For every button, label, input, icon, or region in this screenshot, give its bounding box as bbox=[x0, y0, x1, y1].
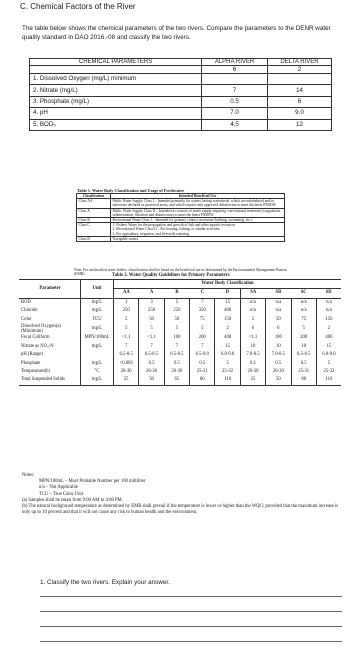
guideline-value: 0.5 bbox=[266, 360, 291, 368]
parameter-name bbox=[19, 360, 81, 368]
delta-value: 6 bbox=[267, 96, 331, 107]
guideline-value: 80 bbox=[190, 376, 215, 385]
guideline-value: 250 bbox=[114, 307, 139, 315]
guideline-value: 5 bbox=[240, 316, 265, 324]
guideline-value: n/a bbox=[266, 298, 291, 307]
note-line: n/a – Not Applicable bbox=[39, 485, 78, 491]
guideline-value: 0.1 bbox=[240, 360, 265, 368]
alpha-value bbox=[202, 74, 268, 85]
alpha-value: 0.5 bbox=[202, 96, 268, 107]
guideline-value: 50 bbox=[266, 316, 291, 324]
table-row bbox=[77, 208, 285, 217]
guideline-value: 250 bbox=[139, 307, 164, 315]
guideline-value: 15 bbox=[215, 343, 240, 351]
alpha-value: 7 bbox=[202, 85, 268, 96]
header-water-body-classification: Water Body Classification bbox=[114, 280, 342, 289]
guideline-value: 1 bbox=[114, 298, 139, 307]
table-row bbox=[19, 307, 341, 315]
guideline-value: 7 bbox=[139, 343, 164, 351]
unit-value: mg/L bbox=[81, 298, 114, 307]
guideline-value: 25-31 bbox=[291, 368, 316, 376]
guideline-value: 400 bbox=[316, 334, 341, 342]
guideline-value: 10 bbox=[291, 343, 316, 351]
guideline-value: 5 bbox=[190, 324, 215, 334]
parameter-sublabel: (Minimum) bbox=[21, 329, 43, 335]
guideline-value: 10 bbox=[266, 343, 291, 351]
delta-value: 9.0 bbox=[267, 108, 331, 119]
parameter-name bbox=[19, 324, 81, 334]
guideline-value: 250 bbox=[164, 307, 189, 315]
guideline-value: n/a bbox=[266, 307, 291, 315]
parameter-name: 3. Phosphate (mg/L) bbox=[30, 96, 202, 107]
guideline-value: 6.0-9.0 bbox=[215, 351, 240, 359]
guideline-value: 110 bbox=[316, 376, 341, 385]
table-row bbox=[19, 316, 341, 324]
header-parameters: CHEMICAL PARAMETERS bbox=[30, 59, 202, 66]
class-name: Class C bbox=[77, 223, 111, 237]
class-name: Class B bbox=[77, 218, 111, 223]
classification-table-caption: Table 1. Water Body Classification and Usage of Freshwater bbox=[77, 188, 185, 193]
table-row bbox=[30, 96, 332, 107]
unit-value: mg/L bbox=[81, 324, 114, 334]
table-row bbox=[19, 351, 341, 359]
guidelines-table bbox=[19, 279, 341, 386]
parameter-label: Dissolved Oxygen(a) bbox=[21, 324, 61, 330]
class-use: Public Water Supply Class I – Intended primarily for waters having watersheds, which are uninhabited and/or otherwise declared as protected areas, and which require only approved disinfection to meet the latest PNSDW bbox=[111, 199, 285, 208]
guideline-value: 2 bbox=[316, 324, 341, 334]
class-use: Recreational Water Class I – Intended for primary contact recreation (bathing, swimming, etc.) bbox=[111, 218, 285, 223]
delta-value: 12 bbox=[267, 119, 331, 130]
guideline-value: 5 bbox=[291, 324, 316, 334]
table-row bbox=[30, 119, 332, 130]
intro-text: The table below shows the chemical parameters of the two rivers. Compare the parameters to the DENR water quality standard in DAO 2016.-08 and classify the two rivers. bbox=[22, 25, 331, 42]
table-row bbox=[19, 343, 341, 351]
table-row bbox=[30, 74, 332, 85]
guideline-value: 100 bbox=[164, 334, 189, 342]
class-use: Public Water Supply Class II – Intended as sources of water supply requiring conventional treatment (coagulation, sedimentation, filtration and disinfection) to meet the latest PNSDW bbox=[111, 208, 285, 217]
guideline-value: 26-30 bbox=[164, 368, 189, 376]
answer-line[interactable] bbox=[40, 626, 342, 627]
guideline-value: 150 bbox=[215, 316, 240, 324]
class-use: Navigable waters bbox=[111, 236, 285, 241]
guideline-value: 200 bbox=[291, 334, 316, 342]
guideline-value: 400 bbox=[215, 334, 240, 342]
guideline-value: 26-30 bbox=[240, 368, 265, 376]
guideline-value: 15 bbox=[316, 343, 341, 351]
guideline-value: 5 bbox=[114, 316, 139, 324]
guideline-value: 6.5-8.5 bbox=[291, 351, 316, 359]
class-header: A bbox=[139, 289, 164, 298]
parameter-label: Nitrate as NO₃-N bbox=[21, 343, 54, 349]
rivers-parameter-table bbox=[29, 58, 332, 131]
delta-do-value: 2 bbox=[267, 66, 331, 74]
class-name: Class AA bbox=[77, 199, 111, 208]
guideline-value: 350 bbox=[190, 307, 215, 315]
guideline-value: 26-30 bbox=[114, 368, 139, 376]
guideline-value: 10 bbox=[240, 343, 265, 351]
guideline-value: <0.003 bbox=[114, 360, 139, 368]
parameter-label: Temperature(b) bbox=[21, 369, 51, 375]
parameter-name bbox=[19, 298, 81, 307]
unit-value: MPN/100mL bbox=[81, 334, 114, 342]
parameter-name bbox=[19, 307, 81, 315]
classification-note: Note: For unclassified water bodies, classification shall be based on the beneficial use as determined by the Environmental Management Bureau (EMB). bbox=[74, 268, 287, 277]
guideline-value: 6 bbox=[240, 324, 265, 334]
guideline-value: 150 bbox=[316, 316, 341, 324]
guideline-value: 75 bbox=[291, 316, 316, 324]
guideline-value: 5 bbox=[114, 324, 139, 334]
guideline-value: 5 bbox=[139, 324, 164, 334]
guideline-value: 80 bbox=[291, 376, 316, 385]
section-title: C. Chemical Factors of the River bbox=[20, 2, 136, 11]
guideline-value: n/a bbox=[316, 298, 341, 307]
guideline-value: 7 bbox=[190, 343, 215, 351]
guideline-value: 5 bbox=[215, 360, 240, 368]
question-text: 1. Classify the two rivers. Explain your answer. bbox=[40, 579, 170, 586]
class-header: C bbox=[190, 289, 215, 298]
guideline-value: 25 bbox=[240, 376, 265, 385]
table-row bbox=[19, 360, 341, 368]
parameter-name bbox=[19, 316, 81, 324]
guideline-value: 6 bbox=[266, 324, 291, 334]
class-header: D bbox=[215, 289, 240, 298]
guideline-value: n/a bbox=[291, 298, 316, 307]
table-row bbox=[77, 199, 285, 208]
parameter-name bbox=[19, 351, 81, 359]
table-row bbox=[19, 298, 341, 307]
parameter-name: 5. BOD₅ bbox=[30, 119, 202, 130]
guideline-value: 5 bbox=[316, 360, 341, 368]
header-classification: Classification bbox=[77, 194, 111, 199]
note-line: (a) Samples shall be taken from 9:00 AM to 4:00 PM. bbox=[22, 497, 123, 503]
parameter-name bbox=[19, 334, 81, 342]
unit-value: mg/L bbox=[81, 307, 114, 315]
unit-value: °C bbox=[81, 368, 114, 376]
guideline-value: 7.0-8.5 bbox=[240, 351, 265, 359]
guideline-value: <1.1 bbox=[240, 334, 265, 342]
unit-value: mg/L bbox=[81, 360, 114, 368]
guideline-value: 200 bbox=[190, 334, 215, 342]
delta-value: 14 bbox=[267, 85, 331, 96]
guideline-value: 0.5 bbox=[190, 360, 215, 368]
table-row bbox=[19, 334, 341, 342]
answer-line[interactable] bbox=[40, 641, 342, 642]
guideline-value: 50 bbox=[139, 376, 164, 385]
parameter-label: pH (Range) bbox=[21, 352, 43, 358]
parameter-name bbox=[19, 368, 81, 376]
guideline-value: 110 bbox=[215, 376, 240, 385]
header-parameter: Parameter bbox=[19, 280, 81, 299]
guideline-value: 3 bbox=[139, 298, 164, 307]
class-header: B bbox=[164, 289, 189, 298]
guideline-value: 50 bbox=[139, 316, 164, 324]
guideline-value: 6.0-9.0 bbox=[316, 351, 341, 359]
header-intended-use: Intended Beneficial Use bbox=[111, 194, 285, 199]
answer-line[interactable] bbox=[40, 596, 342, 597]
guideline-value: n/a bbox=[291, 307, 316, 315]
guideline-value: <1.1 bbox=[114, 334, 139, 342]
header-unit: Unit bbox=[81, 280, 114, 299]
parameter-label: Total Suspended Solids bbox=[21, 377, 65, 383]
note-line: MPN/100mL – Most Probable Number per 100 milliliter bbox=[39, 479, 146, 485]
values-row-label bbox=[30, 66, 202, 74]
guideline-value: 6.5-8.5 bbox=[114, 351, 139, 359]
unit-value: mg/L bbox=[81, 343, 114, 351]
guideline-value: 5 bbox=[164, 324, 189, 334]
note-line: (b) The natural background temperature as determined by EMB shall prevail if the temperature is lower or higher than the WQG; provided that the maximum increase is only up to 10 percent and that it will not cause any risk to human health and the environment. bbox=[22, 504, 339, 515]
guideline-value: 25-32 bbox=[215, 368, 240, 376]
guidelines-table-caption: Table 3. Water Quality Guidelines for Primary Parameters bbox=[112, 273, 230, 278]
guideline-value: 6.5-8.5 bbox=[164, 351, 189, 359]
guideline-value: 65 bbox=[164, 376, 189, 385]
guideline-value: 15 bbox=[215, 298, 240, 307]
guideline-value: 6.5-8.5 bbox=[139, 351, 164, 359]
unit-value: TCU bbox=[81, 316, 114, 324]
parameter-name: 1. Dissolved Oxygen (mg/L) minimum bbox=[30, 74, 202, 85]
guideline-value: 7 bbox=[190, 298, 215, 307]
notes-title: Notes: bbox=[22, 473, 35, 478]
table-row bbox=[19, 324, 341, 334]
class-header: SC bbox=[291, 289, 316, 298]
class-name: Class D bbox=[77, 236, 111, 241]
guideline-value: 5 bbox=[164, 298, 189, 307]
parameter-label: BOD bbox=[21, 299, 31, 305]
guideline-value: 25-31 bbox=[190, 368, 215, 376]
class-use: 1. Fishery Water for the propagation and growth of fish and other aquatic resources 2. Recreational Water Class II – For boating, fishing, or similar activities 3. For agriculture, irrigation, and livestock watering bbox=[111, 223, 285, 237]
classification-table bbox=[76, 193, 285, 242]
table-row bbox=[77, 223, 285, 237]
header-alpha-river: ALPHA RIVER bbox=[202, 59, 268, 66]
answer-line[interactable] bbox=[40, 611, 342, 612]
class-header: AA bbox=[114, 289, 139, 298]
table-row bbox=[77, 236, 285, 241]
alpha-do-value: 6 bbox=[202, 66, 268, 74]
class-header: SD bbox=[316, 289, 341, 298]
class-header: SA bbox=[240, 289, 265, 298]
alpha-value: 4.5 bbox=[202, 119, 268, 130]
guideline-value: 75 bbox=[190, 316, 215, 324]
parameter-name bbox=[19, 343, 81, 351]
class-name: Class A bbox=[77, 208, 111, 217]
unit-value: mg/L bbox=[81, 376, 114, 385]
guideline-value: 2 bbox=[215, 324, 240, 334]
guideline-value: n/a bbox=[240, 307, 265, 315]
table-row bbox=[30, 108, 332, 119]
guideline-value: 0.5 bbox=[164, 360, 189, 368]
delta-value bbox=[267, 74, 331, 85]
parameter-label: Chloride bbox=[21, 308, 38, 314]
parameter-name: 2. Nitrate (mg/L) bbox=[30, 85, 202, 96]
guideline-value: n/a bbox=[240, 298, 265, 307]
table-row bbox=[19, 376, 341, 385]
guideline-value: 6.5-9.0 bbox=[190, 351, 215, 359]
parameter-label: Fecal Coliform bbox=[21, 335, 50, 341]
guideline-value: 50 bbox=[266, 376, 291, 385]
table-row bbox=[19, 368, 341, 376]
guideline-value: 7.0-8.5 bbox=[266, 351, 291, 359]
guideline-value: 0.5 bbox=[139, 360, 164, 368]
parameter-label: Color bbox=[21, 316, 32, 322]
notes bbox=[22, 473, 342, 515]
parameter-name bbox=[19, 376, 81, 385]
guideline-value: 0.5 bbox=[291, 360, 316, 368]
parameter-name: 4. pH bbox=[30, 108, 202, 119]
guideline-value: 26-30 bbox=[266, 368, 291, 376]
guideline-value: 50 bbox=[164, 316, 189, 324]
parameter-label: Phosphate bbox=[21, 360, 41, 366]
guideline-value: 100 bbox=[266, 334, 291, 342]
table-row bbox=[30, 85, 332, 96]
guideline-value: 25 bbox=[114, 376, 139, 385]
class-header: SB bbox=[266, 289, 291, 298]
guideline-value: 400 bbox=[215, 307, 240, 315]
header-delta-river: DELTA RIVER bbox=[267, 59, 331, 66]
guideline-value: <1.1 bbox=[139, 334, 164, 342]
guideline-value: 7 bbox=[164, 343, 189, 351]
guideline-value: 26-30 bbox=[139, 368, 164, 376]
guideline-value: 7 bbox=[114, 343, 139, 351]
alpha-value: 7.0 bbox=[202, 108, 268, 119]
guideline-value: n/a bbox=[316, 307, 341, 315]
unit-value bbox=[81, 351, 114, 359]
guideline-value: 25-32 bbox=[316, 368, 341, 376]
note-line: TCU – True Color Unit bbox=[39, 491, 84, 497]
